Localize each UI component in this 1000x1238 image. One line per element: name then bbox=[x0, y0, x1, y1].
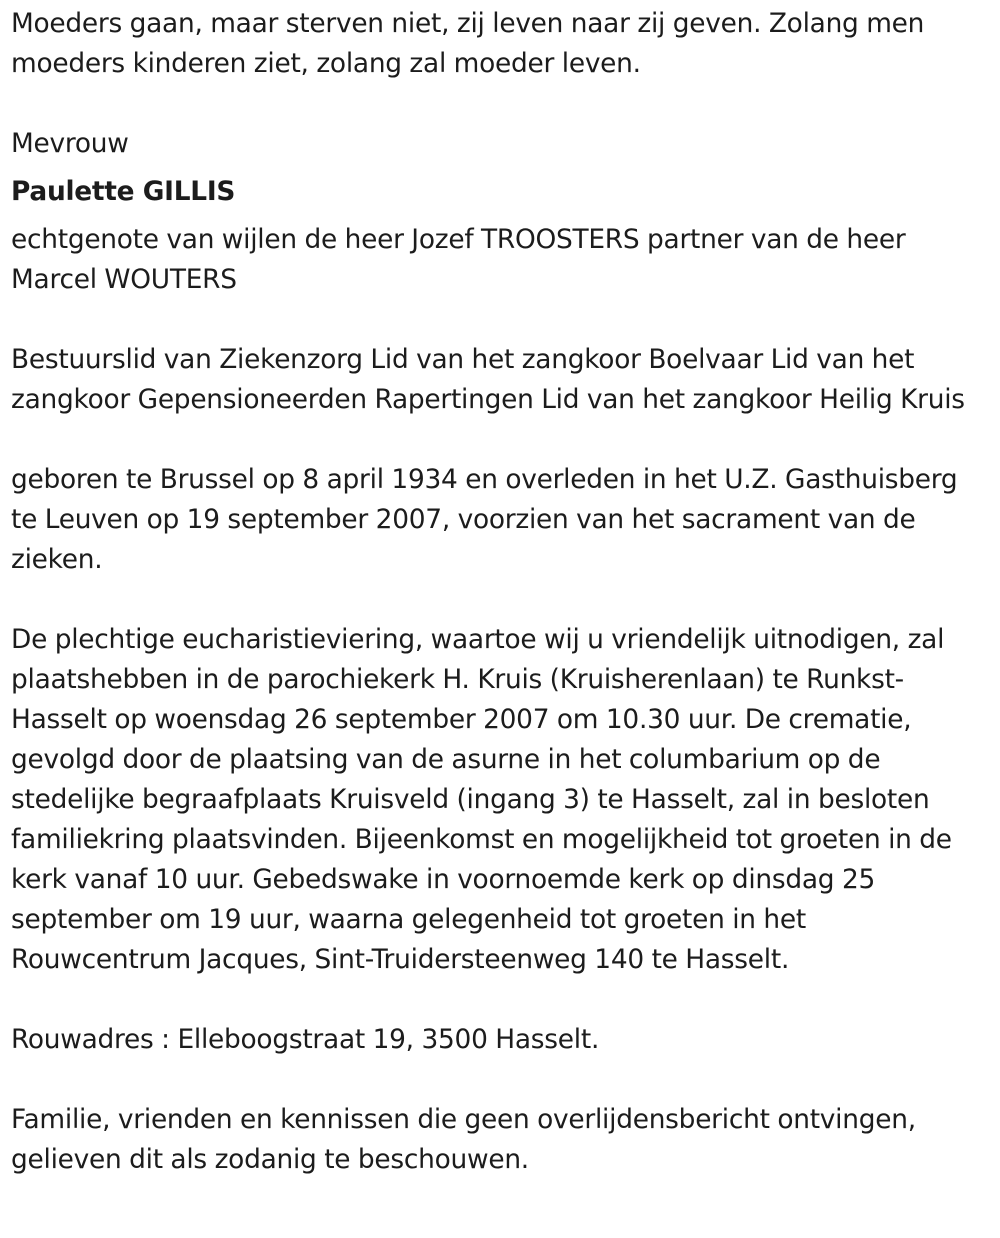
closing-text: Familie, vrienden en kennissen die geen overlijdensbericht ontvingen, gelieven dit als zodanig te beschouwen. bbox=[11, 1104, 916, 1175]
deceased-name: Paulette GILLIS bbox=[11, 176, 236, 207]
mourning-address: Rouwadres : Elleboogstraat 19, 3500 Hasselt. bbox=[11, 1024, 600, 1055]
opening-quote: Moeders gaan, maar sterven niet, zij leven naar zij geven. Zolang men moeders kinderen ziet, zolang zal moeder leven. bbox=[11, 8, 925, 79]
birth-death-text: geboren te Brussel op 8 april 1934 en overleden in het U.Z. Gasthuisberg te Leuven op 19 september 2007, voorzien van het sacrament van de zieken. bbox=[11, 464, 958, 575]
salutation: Mevrouw bbox=[11, 128, 129, 159]
ceremony-text: De plechtige eucharistieviering, waartoe wij u vriendelijk uitnodigen, zal plaatshebben in de parochiekerk H. Kruis (Kruisherenlaan) te Runkst-Hasselt op woensdag 26 september 2007 om 10.30 uur. De crematie, gevolgd door de plaatsing van de asurne in het columbarium op de stedelijke begraafplaats Kruisveld (ingang 3) te Hasselt, zal in besloten familiekring plaatsvinden. Bijeenkomst en mogelijkheid tot groeten in de kerk vanaf 10 uur. Gebedswake in voornoemde kerk op dinsdag 25 september om 19 uur, waarna gelegenheid tot groeten in het Rouwcentrum Jacques, Sint-Truidersteenweg 140 te Hasselt. bbox=[11, 624, 952, 975]
relations-text: echtgenote van wijlen de heer Jozef TROOSTERS partner van de heer Marcel WOUTERS bbox=[11, 224, 906, 295]
memberships-text: Bestuurslid van Ziekenzorg Lid van het zangkoor Boelvaar Lid van het zangkoor Gepensioneerden Rapertingen Lid van het zangkoor Heilig Kruis bbox=[11, 344, 965, 415]
obituary-notice bbox=[11, 4, 991, 1180]
